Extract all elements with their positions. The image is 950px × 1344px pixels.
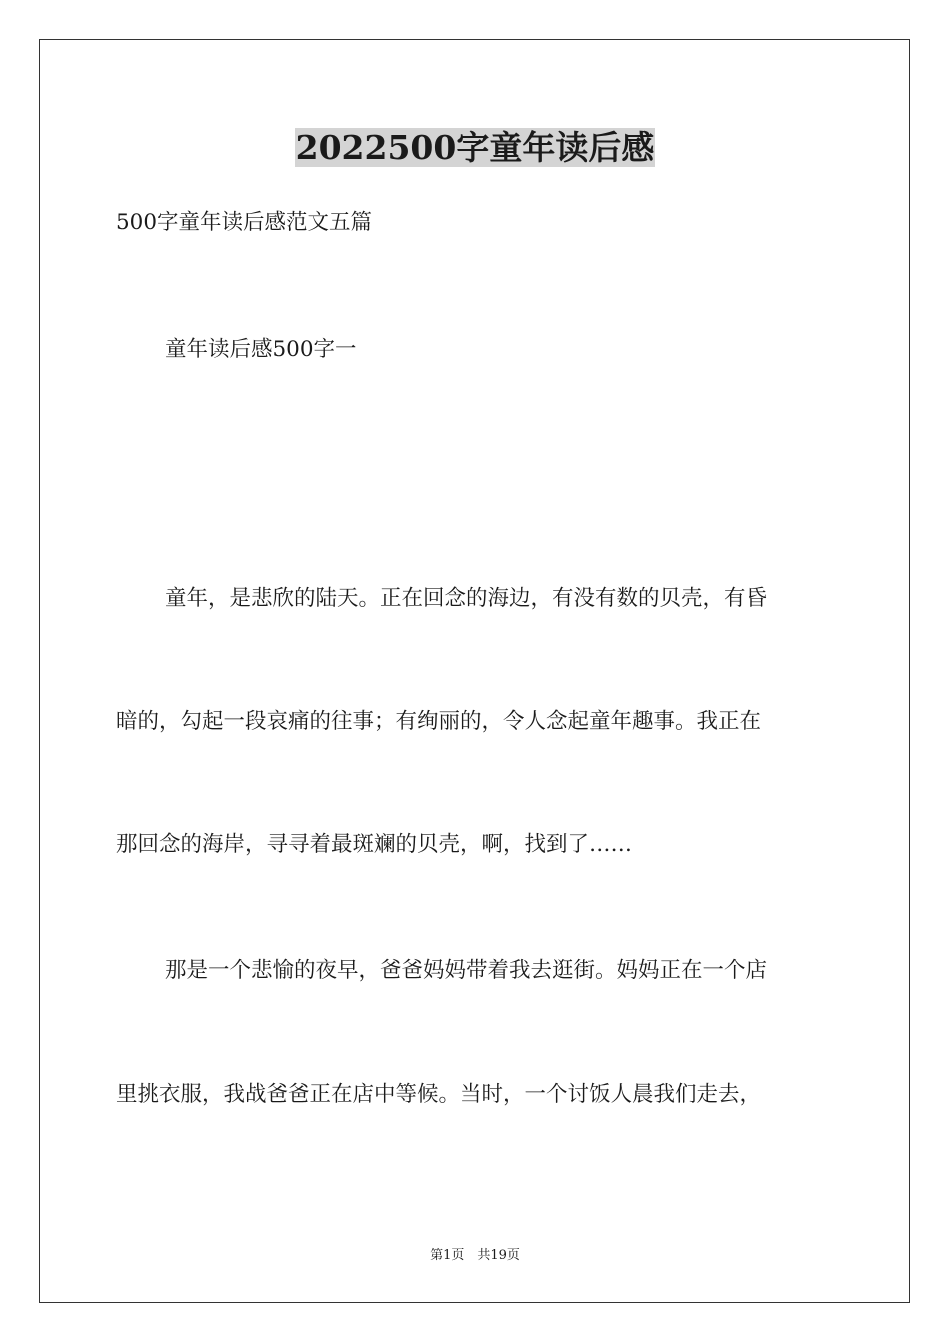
section-heading: 童年读后感500字一 <box>165 337 357 362</box>
page-number-footer: 第1页 共19页 <box>430 1248 520 1263</box>
body-line-4: 那是一个悲愉的夜早，爸爸妈妈带着我去逛街。妈妈正在一个店 <box>165 958 768 983</box>
document-title <box>0 126 950 170</box>
document-subtitle: 500字童年读后感范文五篇 <box>116 210 373 235</box>
body-line-3: 那回念的海岸，寻寻着最斑斓的贝壳，啊，找到了…… <box>116 832 633 857</box>
body-line-5: 里挑衣服，我战爸爸正在店中等候。当时，一个讨饭人晨我们走去， <box>116 1082 762 1107</box>
body-line-1: 童年，是悲欣的陆天。正在回念的海边，有没有数的贝壳，有昏 <box>165 586 768 611</box>
document-title-text: 2022500字童年读后感 <box>295 128 655 167</box>
body-line-2: 暗的，勾起一段哀痛的往事；有绚丽的，令人念起童年趣事。我正在 <box>116 709 762 734</box>
